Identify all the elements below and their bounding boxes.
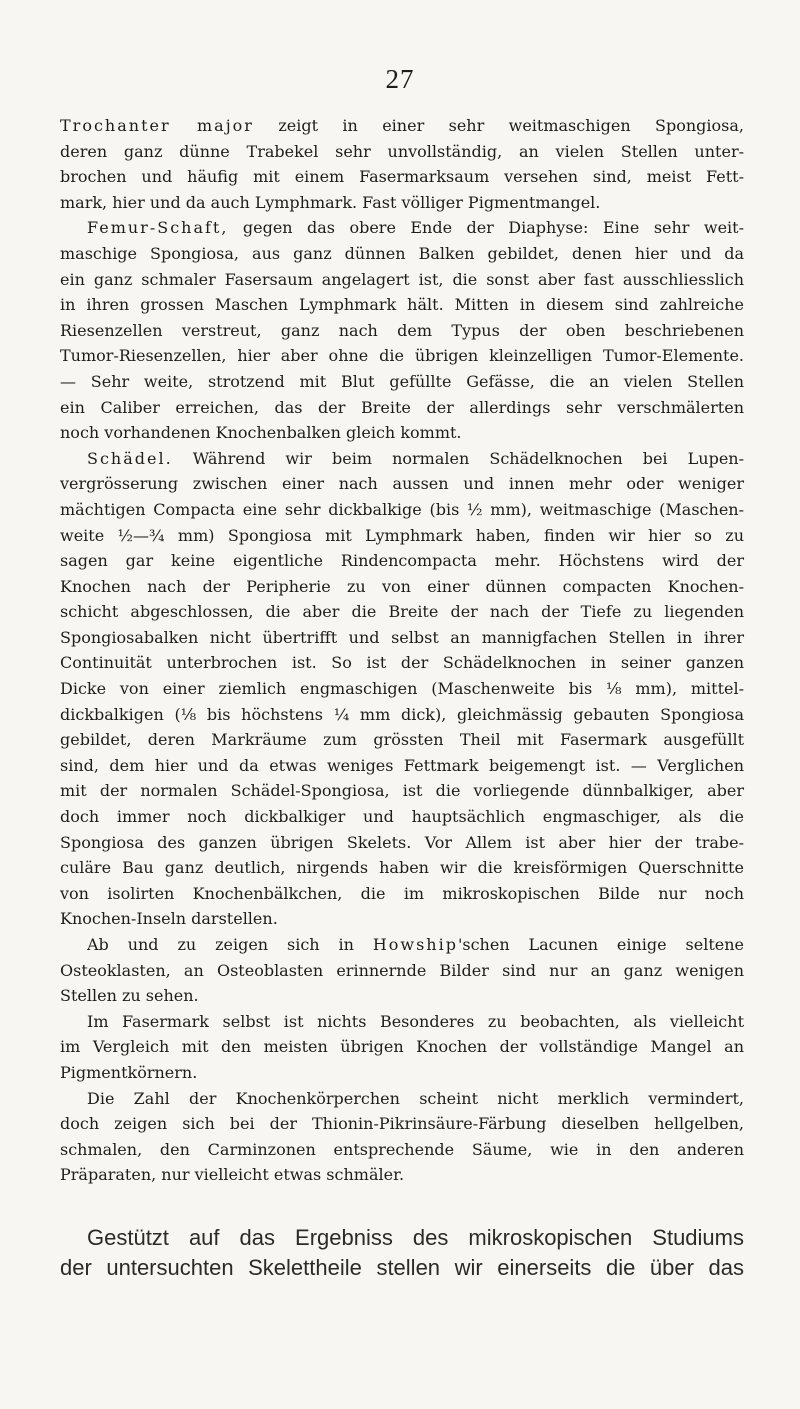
text-line [60,267,744,293]
text-run: in ihren grossen Maschen Lymphmark hält. Mitten in diesem sind zahlreiche [60,295,744,315]
text-line [60,1009,744,1035]
text-run: ein ganz schmaler Fasersaum angelagert ist, die sonst aber fast ausschliesslich [60,269,744,289]
text-run: deren ganz dünne Trabekel sehr unvollständig, an vielen Stellen unter- [60,141,744,161]
text-run: im Vergleich mit den meisten übrigen Knochen der vollständige Mangel an [60,1037,744,1057]
text-run: — Sehr weite, strotzend mit Blut gefüllte Gefässe, die an vielen Stellen [60,371,744,391]
emphasized-term: Trochanter major [60,116,254,135]
closing-paragraph [60,1223,744,1283]
emphasized-term: Howship [372,935,458,954]
text-line [60,881,744,907]
text-line [60,650,744,676]
text-run: mark, hier und da auch Lymphmark. Fast völliger Pigmentmangel. [60,192,601,212]
text-line [60,215,744,241]
text-run: sind, dem hier und da etwas weniges Fettmark beigemengt ist. — Verglichen [60,755,744,775]
text-run: Riesenzellen verstreut, ganz nach dem Typus der oben beschriebenen [60,320,744,340]
text-run: schmalen, den Carminzonen entsprechende Säume, wie in den anderen [60,1139,744,1159]
text-run: brochen und häufig mit einem Fasermarksaum versehen sind, meist Fett- [60,167,744,187]
text-line [60,497,744,523]
text-run: Stellen zu sehen. [60,986,199,1006]
text-line [60,1034,744,1060]
text-line [60,1253,744,1283]
text-line [60,1223,744,1253]
text-run: Tumor-Riesenzellen, hier aber ohne die übrigen kleinzelligen Tumor-Elemente. [60,346,744,366]
text-line [60,395,744,421]
text-run: Dicke von einer ziemlich engmaschigen (Maschenweite bis ⅛ mm), mittel- [60,679,744,699]
text-run: schicht abgeschlossen, die aber die Breite der nach der Tiefe zu liegenden [60,602,744,622]
text-run: Spongiosabalken nicht übertrifft und selbst an mannigfachen Stellen in ihrer [60,627,744,647]
text-run: Spongiosa des ganzen übrigen Skelets. Vor Allem ist aber hier der trabe- [60,832,744,852]
page-number: 27 [385,64,415,94]
emphasized-term: Femur-Schaft, [87,218,229,238]
text-line [60,1137,744,1163]
text-line [60,420,744,446]
text-run: Die Zahl der Knochenkörperchen scheint nicht merklich vermindert, [87,1088,744,1108]
text-run: gebildet, deren Markräume zum grössten Theil mit Fasermark ausgefüllt [60,730,744,750]
text-run: noch vorhandenen Knochenbalken gleich kommt. [60,423,462,443]
text-run: Pigmentkörnern. [60,1062,198,1082]
text-line [60,113,744,139]
text-line [60,676,744,702]
text-line [60,804,744,830]
text-line [60,958,744,984]
text-line [60,139,744,165]
text-line [60,727,744,753]
text-line [60,241,744,267]
text-run: Continuität unterbrochen ist. So ist der Schädelknochen in seiner ganzen [60,653,744,673]
text-line [60,932,744,958]
text-line [60,369,744,395]
text-run: Im Fasermark selbst ist nichts Besonderes zu beobachten, als vielleicht [87,1011,744,1031]
text-run: sagen gar keine eigentliche Rindencompacta mehr. Höchstens wird der [60,551,744,571]
text-run: doch immer noch dickbalkiger und hauptsächlich engmaschiger, als die [60,807,744,827]
text-line [60,190,744,216]
text-line [60,574,744,600]
text-line [60,471,744,497]
text-run: Knochen nach der Peripherie zu von einer dünnen compacten Knochen- [60,576,744,596]
text-run: Während wir beim normalen Schädelknochen bei Lupen- [172,448,744,468]
text-run: Ab und zu zeigen sich in [87,935,373,954]
text-run: Präparaten, nur vielleicht etwas schmäler. [60,1165,405,1185]
text-run: culäre Bau ganz deutlich, nirgends haben wir die kreisförmigen Querschnitte [60,858,744,878]
text-line [60,1111,744,1137]
text-run: Osteoklasten, an Osteoblasten erinnernde Bilder sind nur an ganz wenigen [60,960,744,980]
text-line [60,1060,744,1086]
text-run: vergrösserung zwischen einer nach aussen und innen mehr oder weniger [60,474,744,494]
text-run: Gestützt auf das Ergebniss des mikroskopischen Studiums [87,1225,744,1250]
text-run: gegen das obere Ende der Diaphyse: Eine sehr weit- [228,218,744,238]
text-run: von isolirten Knochenbälkchen, die im mikroskopischen Bilde nur noch [60,883,744,903]
text-line [60,1086,744,1112]
text-run: Knochen-Inseln darstellen. [60,909,278,929]
text-line [60,1162,744,1188]
text-run: der untersuchten Skelettheile stellen wir einerseits die über das [60,1255,744,1280]
text-run: 'schen Lacunen einige seltene [457,935,744,954]
text-line [60,855,744,881]
text-run: maschige Spongiosa, aus ganz dünnen Balken gebildet, denen hier und da [60,243,744,263]
text-line [60,343,744,369]
text-run: weite ½—¾ mm) Spongiosa mit Lymphmark haben, finden wir hier so zu [60,525,744,545]
text-line [60,164,744,190]
body-text [60,113,744,1188]
text-line [60,983,744,1009]
text-line [60,548,744,574]
text-line [60,523,744,549]
text-line [60,830,744,856]
text-line [60,292,744,318]
text-line [60,599,744,625]
text-line [60,753,744,779]
text-run: dickbalkigen (⅛ bis höchstens ¼ mm dick), gleichmässig gebauten Spongiosa [60,704,744,724]
text-run: mächtigen Compacta eine sehr dickbalkige (bis ½ mm), weitmaschige (Maschen- [60,499,744,519]
text-run: doch zeigen sich bei der Thionin-Pikrinsäure-Färbung dieselben hellgelben, [60,1114,744,1134]
text-line [60,446,744,472]
text-line [60,702,744,728]
text-line [60,778,744,804]
text-run: ein Caliber erreichen, das der Breite der allerdings sehr verschmälerten [60,397,744,417]
text-line [60,906,744,932]
text-run: mit der normalen Schädel-Spongiosa, ist die vorliegende dünnbalkiger, aber [60,781,744,801]
text-line [60,625,744,651]
text-run: zeigt in einer sehr weitmaschigen Spongiosa, [253,116,744,135]
text-line [60,318,744,344]
emphasized-term: Schädel. [87,448,173,468]
